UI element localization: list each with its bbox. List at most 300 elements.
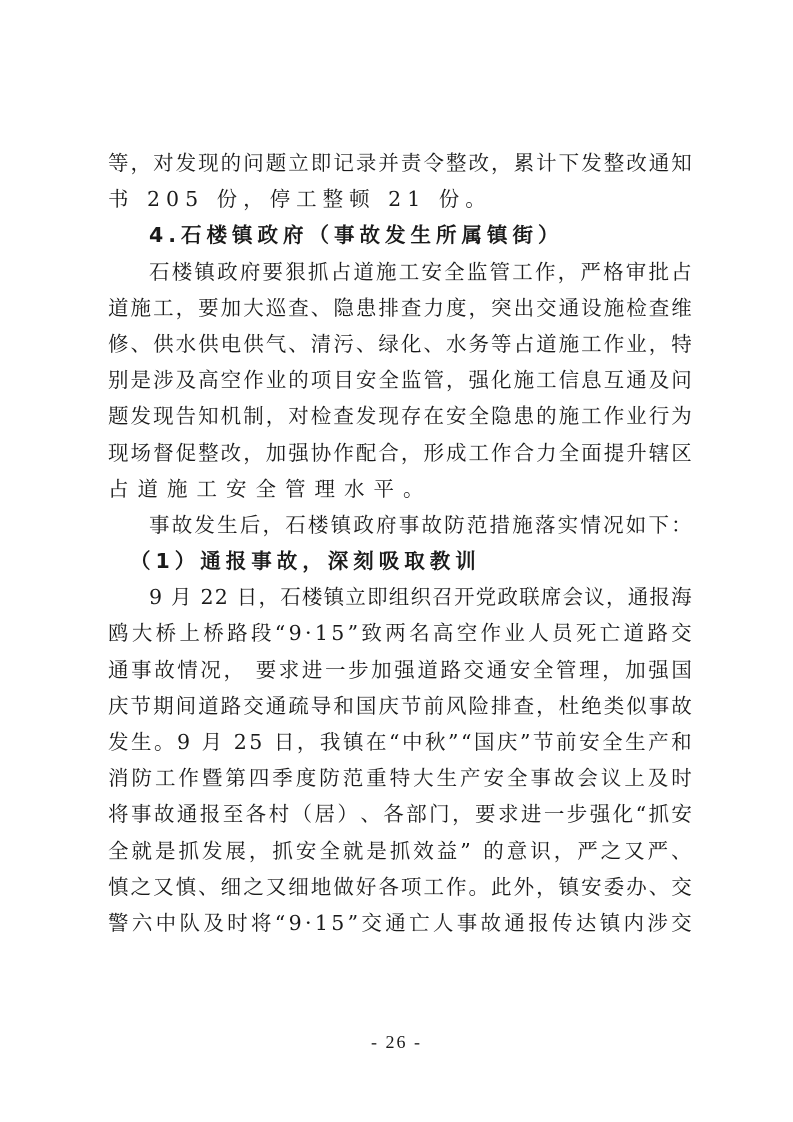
char: 和 <box>333 693 354 718</box>
char: 检 <box>626 295 647 320</box>
char: 通 <box>504 910 525 935</box>
char: 安 <box>483 766 504 791</box>
char: 产 <box>648 730 669 754</box>
char: 我 <box>319 730 341 754</box>
char: 落 <box>534 512 556 537</box>
text-line <box>108 869 692 905</box>
char: 生 <box>625 730 646 754</box>
char: 两 <box>385 621 406 646</box>
char: 出 <box>513 295 535 320</box>
char: 目 <box>333 368 354 393</box>
char: 地 <box>310 874 332 899</box>
char: 全 <box>378 368 399 393</box>
char: 面 <box>581 440 602 465</box>
char: 秋 <box>424 730 446 754</box>
char: 措 <box>489 512 511 537</box>
char: 高 <box>198 368 219 393</box>
char: 通 <box>648 151 670 175</box>
char: 9 <box>149 585 163 610</box>
char: 2 <box>233 730 247 754</box>
char <box>265 724 272 760</box>
char: 息 <box>581 368 602 393</box>
char: 工 <box>468 440 489 465</box>
char: 绝 <box>581 693 602 718</box>
char: 是 <box>154 838 176 863</box>
char: 识 <box>530 838 551 863</box>
char: 路 <box>227 621 248 646</box>
char: 、 <box>288 331 309 356</box>
char: 委 <box>603 874 625 899</box>
char: 范 <box>466 512 488 537</box>
char: 等 <box>491 331 512 356</box>
char: 防 <box>131 766 152 791</box>
char: 发 <box>194 512 215 537</box>
char: 查 <box>648 295 670 320</box>
char: 桥 <box>203 621 224 646</box>
char: 交 <box>671 621 692 646</box>
char: 死 <box>575 621 597 646</box>
char: ， <box>468 295 489 320</box>
char: 防 <box>319 766 340 791</box>
char: 名 <box>409 621 430 646</box>
char: 事 <box>530 766 551 791</box>
text-line <box>108 435 692 471</box>
char: 楼 <box>171 259 193 284</box>
char: 生 <box>217 512 238 537</box>
char: 促 <box>175 440 197 465</box>
char: 加 <box>371 657 392 682</box>
char: 整 <box>198 440 219 465</box>
char: 全 <box>558 440 580 465</box>
char: 亡 <box>599 621 621 646</box>
char: 通 <box>265 693 287 718</box>
char: 管 <box>555 657 577 682</box>
char: 累 <box>513 151 535 175</box>
char: 作 <box>333 440 354 465</box>
char <box>225 724 232 760</box>
char: 道 <box>536 331 557 356</box>
char: ， <box>452 802 473 827</box>
char: 抓 <box>648 802 669 827</box>
char: 查 <box>333 404 354 429</box>
char: 全 <box>506 766 528 791</box>
text-line <box>108 145 692 181</box>
char: 故 <box>171 512 193 537</box>
char <box>229 579 236 615</box>
char: 施 <box>513 368 535 393</box>
char: 监 <box>400 368 422 393</box>
char: 涉 <box>153 368 174 393</box>
char: 监 <box>466 259 488 284</box>
text-line <box>108 362 692 398</box>
char: 庆 <box>108 693 129 718</box>
text-line <box>108 398 692 434</box>
char: 生 <box>436 766 458 791</box>
char: 大 <box>413 766 434 791</box>
char: 交 <box>243 693 264 718</box>
char: 化 <box>491 368 512 393</box>
char: 、 <box>671 838 692 863</box>
char: 占 <box>671 259 692 284</box>
char: 是 <box>130 368 152 393</box>
char: 故 <box>553 766 575 791</box>
char: ， <box>445 368 467 393</box>
char: 疏 <box>288 693 309 718</box>
char: 议 <box>584 585 605 610</box>
char: 施 <box>130 295 152 320</box>
char: 清 <box>310 331 332 356</box>
char: 情 <box>580 512 601 537</box>
char: 问 <box>243 151 264 175</box>
char: 安 <box>421 259 442 284</box>
char: 中 <box>401 730 423 754</box>
char: 暨 <box>201 766 223 791</box>
char: 发 <box>175 151 197 175</box>
char: 办 <box>626 874 647 899</box>
char: 施 <box>558 331 580 356</box>
char: 节 <box>533 730 554 754</box>
char: 信 <box>558 368 580 393</box>
char: 知 <box>198 404 219 429</box>
char: 的 <box>483 838 504 863</box>
char: 度 <box>295 766 317 791</box>
char: 强 <box>589 802 611 827</box>
char: 作 <box>445 874 467 899</box>
char: 鸥 <box>108 621 129 646</box>
char: 合 <box>378 440 399 465</box>
char: 道 <box>623 621 645 646</box>
char: 风 <box>445 693 467 718</box>
char: 道 <box>198 693 219 718</box>
char: 上 <box>179 621 200 646</box>
char: 村 <box>268 802 290 827</box>
char: 将 <box>108 802 129 827</box>
char: 5 <box>331 910 345 935</box>
char: 空 <box>456 621 478 646</box>
char: 在 <box>423 404 444 429</box>
text-line <box>108 905 692 941</box>
char: 通 <box>558 295 580 320</box>
char: 协 <box>310 440 332 465</box>
char: 事 <box>648 693 670 718</box>
char: 2 <box>214 585 228 610</box>
char: 致 <box>361 621 382 646</box>
char: 务 <box>468 331 489 356</box>
char: 安 <box>509 657 531 682</box>
char: 隐 <box>333 295 354 320</box>
char: 道 <box>353 259 374 284</box>
char <box>193 579 200 615</box>
char: 警 <box>108 910 129 935</box>
char: 各 <box>245 802 267 827</box>
char: 工 <box>398 259 420 284</box>
char: ” <box>448 730 459 754</box>
char: 升 <box>626 440 647 465</box>
char: “ <box>635 802 647 827</box>
char: 9 <box>177 730 191 754</box>
char: 的 <box>536 404 557 429</box>
char: 业 <box>626 404 647 429</box>
char: ， <box>491 151 512 175</box>
char: 现 <box>378 404 399 429</box>
char: 工 <box>512 259 533 284</box>
char: 府 <box>239 259 261 284</box>
char: 道 <box>417 657 438 682</box>
char: 场 <box>130 440 152 465</box>
char: 及 <box>648 368 670 393</box>
char: 府 <box>376 512 397 537</box>
char: 突 <box>491 295 512 320</box>
char: 就 <box>342 838 364 863</box>
char: 2 <box>200 585 214 610</box>
char: 季 <box>272 766 293 791</box>
char: 传 <box>552 910 573 935</box>
char: 报 <box>199 802 221 827</box>
char: 工 <box>581 331 602 356</box>
char: 开 <box>453 585 475 610</box>
char: 组 <box>388 585 410 610</box>
document-body <box>108 145 692 941</box>
char: 镇 <box>194 259 215 284</box>
char: 现 <box>108 440 129 465</box>
text-line <box>108 507 692 543</box>
char: 发 <box>355 404 377 429</box>
text-line: 书 205 份，停工整顿 21 份。 <box>108 187 492 212</box>
char: 施 <box>558 404 580 429</box>
char: 形 <box>423 440 444 465</box>
char: ， <box>265 404 287 429</box>
char: “ <box>461 730 472 754</box>
char: 空 <box>220 368 242 393</box>
char: 事 <box>149 512 170 537</box>
char: 大 <box>243 295 264 320</box>
char: 。 <box>154 730 175 754</box>
char: （ <box>291 802 312 827</box>
char: 现 <box>153 404 174 429</box>
char: 即 <box>310 151 332 175</box>
char: ， <box>223 657 244 682</box>
char: 管 <box>489 259 511 284</box>
text-line <box>108 724 692 760</box>
char: 石 <box>149 259 170 284</box>
char: 国 <box>671 657 692 682</box>
char: 工 <box>581 404 602 429</box>
char: 召 <box>432 585 453 610</box>
char: 问 <box>671 368 692 393</box>
char: 会 <box>577 766 598 791</box>
char: 抓 <box>178 838 199 863</box>
char: 提 <box>603 440 625 465</box>
char: 路 <box>220 693 242 718</box>
char: 日 <box>273 730 295 754</box>
char: 施 <box>376 259 397 284</box>
char: 整 <box>445 151 467 175</box>
char: 报 <box>649 585 670 610</box>
char: 安 <box>295 838 317 863</box>
char: 5 <box>331 621 345 646</box>
char: 交 <box>536 295 557 320</box>
char: 发 <box>108 730 129 754</box>
char: 现 <box>198 151 219 175</box>
char: 亡 <box>409 910 430 935</box>
char: 门 <box>429 802 450 827</box>
char: 检 <box>310 404 332 429</box>
char: 海 <box>671 585 692 610</box>
char: 即 <box>367 585 388 610</box>
char: 行 <box>648 404 670 429</box>
char: 改 <box>626 151 647 175</box>
char: 做 <box>333 874 354 899</box>
char: 各 <box>383 802 404 827</box>
char: ： <box>671 512 692 537</box>
char: ， <box>602 657 623 682</box>
char: 间 <box>175 693 197 718</box>
char: 路 <box>440 657 461 682</box>
char: 好 <box>355 874 377 899</box>
char: ” <box>520 730 531 754</box>
char: 并 <box>378 151 399 175</box>
char: 辖 <box>648 440 670 465</box>
char: 工 <box>423 874 444 899</box>
char: 镇 <box>599 910 621 935</box>
char: 将 <box>250 910 272 935</box>
char: 业 <box>626 331 647 356</box>
char: 效 <box>413 838 434 863</box>
char: 进 <box>301 657 323 682</box>
char: 业 <box>265 368 287 393</box>
char: 镇 <box>323 585 345 610</box>
char: 9 <box>288 621 302 646</box>
char: 交 <box>361 910 382 935</box>
char: ” <box>460 838 471 863</box>
char: 又 <box>153 874 174 899</box>
char: 又 <box>624 838 645 863</box>
char: 整 <box>603 151 625 175</box>
char: 全 <box>468 404 489 429</box>
char: 水 <box>175 331 197 356</box>
char: 前 <box>556 730 577 754</box>
char: 对 <box>153 151 174 175</box>
char: 期 <box>153 693 174 718</box>
char: 政 <box>497 585 518 610</box>
char: 道 <box>108 295 129 320</box>
char: 涉 <box>647 910 668 935</box>
char: 通 <box>108 657 129 682</box>
char: 题 <box>265 151 287 175</box>
char: 庆 <box>497 730 518 754</box>
char: 作 <box>491 440 512 465</box>
char: 四 <box>248 766 270 791</box>
char: 改 <box>220 440 242 465</box>
char: 化 <box>612 802 634 827</box>
char: 批 <box>648 259 669 284</box>
char: 意 <box>506 838 528 863</box>
char: 段 <box>250 621 272 646</box>
char: 气 <box>265 331 287 356</box>
char: 慎 <box>175 874 197 899</box>
char: 节 <box>130 693 152 718</box>
char: 党 <box>475 585 497 610</box>
char: 供 <box>198 331 219 356</box>
char: 查 <box>513 693 535 718</box>
char: 计 <box>536 151 557 175</box>
char: 交 <box>671 874 692 899</box>
char: 故 <box>154 657 175 682</box>
text-line <box>108 688 692 724</box>
char: 互 <box>603 368 625 393</box>
char: 后 <box>239 512 261 537</box>
char: ， <box>296 730 318 754</box>
char: 联 <box>519 585 540 610</box>
char: ” <box>347 621 359 646</box>
char: ， <box>557 259 579 284</box>
char: 事 <box>398 512 420 537</box>
char: 类 <box>603 693 625 718</box>
char: 特 <box>671 331 692 356</box>
char: 达 <box>575 910 597 935</box>
char: 改 <box>468 151 489 175</box>
text-line <box>108 290 692 326</box>
char: 机 <box>220 404 242 429</box>
char: 绿 <box>378 331 399 356</box>
char: 修 <box>108 331 129 356</box>
char: 险 <box>468 693 489 718</box>
char: 隐 <box>491 404 512 429</box>
char: 员 <box>552 621 573 646</box>
char: 安 <box>355 368 377 393</box>
char: 区 <box>671 440 692 465</box>
char: 责 <box>400 151 422 175</box>
char: 告 <box>175 404 197 429</box>
char: 故 <box>153 802 175 827</box>
char: 发 <box>581 151 602 175</box>
char: 全 <box>532 657 554 682</box>
char: 作 <box>243 368 264 393</box>
char: 施 <box>603 295 625 320</box>
char: 强 <box>468 368 489 393</box>
char: 狠 <box>285 259 306 284</box>
char: 施 <box>512 512 533 537</box>
char: 力 <box>423 295 444 320</box>
char: “ <box>274 910 286 935</box>
char: 人 <box>432 910 454 935</box>
char: 情 <box>177 657 198 682</box>
char: 通 <box>385 910 406 935</box>
char: 就 <box>131 838 152 863</box>
char: 防 <box>444 512 465 537</box>
char: 安 <box>671 802 692 827</box>
text-line <box>108 760 692 796</box>
char: ， <box>262 512 284 537</box>
char: 通 <box>626 368 647 393</box>
char: 立 <box>288 151 309 175</box>
char: 进 <box>520 802 542 827</box>
char: 5 <box>249 730 263 754</box>
char: 成 <box>445 440 467 465</box>
char: 及 <box>175 368 197 393</box>
text-line: 占道施工安全管理水平。 <box>108 476 433 501</box>
char: 加 <box>220 295 242 320</box>
char: 国 <box>474 730 495 754</box>
char: 查 <box>288 295 309 320</box>
char: 通 <box>486 657 508 682</box>
char: 格 <box>603 259 624 284</box>
subsection-heading: （1）通报事故，深刻吸取教训 <box>130 549 481 574</box>
char: 产 <box>460 766 481 791</box>
char: ， <box>130 151 152 175</box>
char: 队 <box>179 910 200 935</box>
char: 前 <box>423 693 444 718</box>
